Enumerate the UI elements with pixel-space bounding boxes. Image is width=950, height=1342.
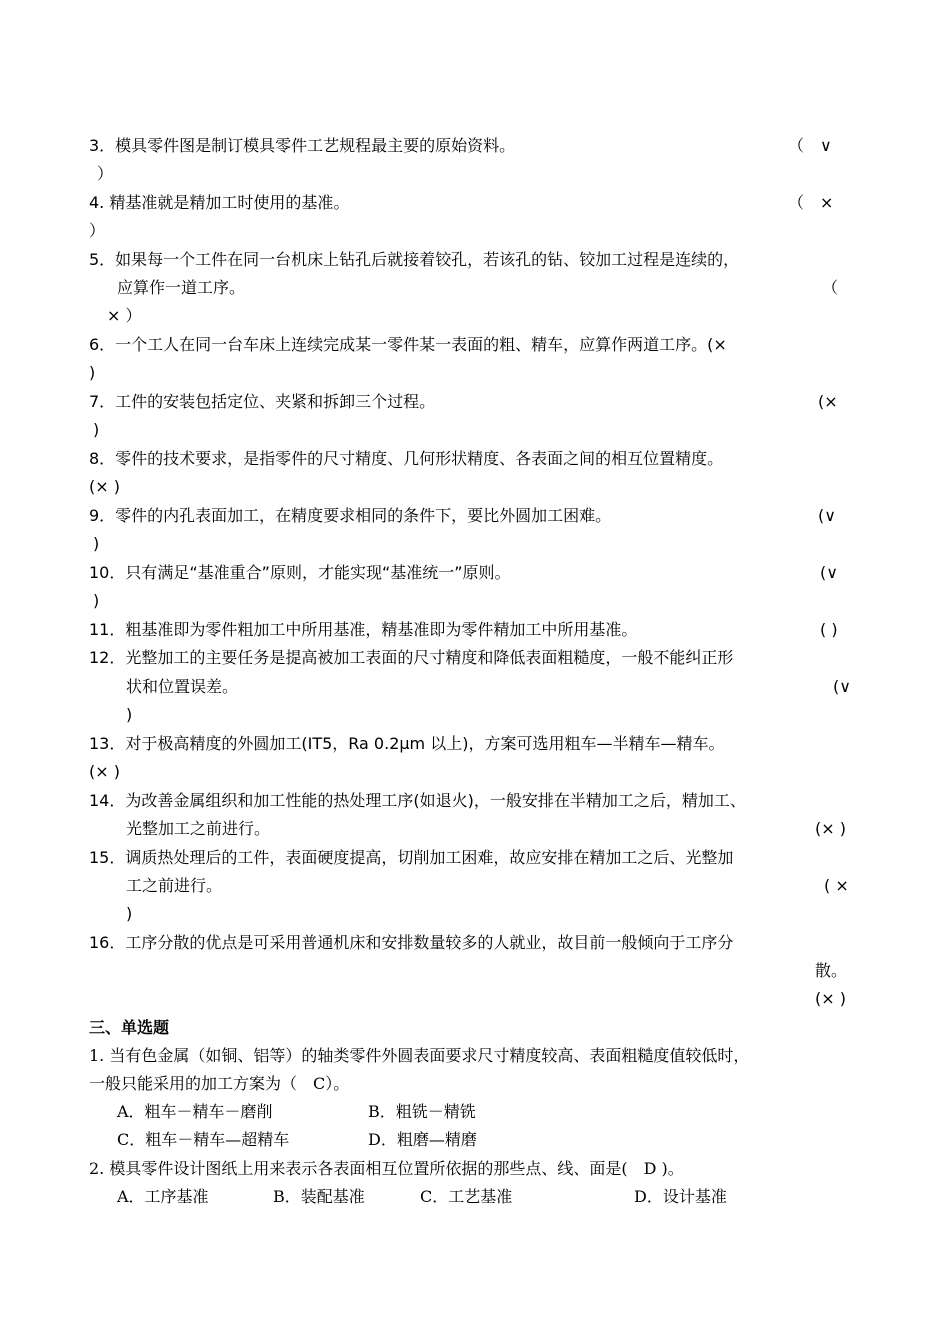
q7-answer-close: ) <box>93 420 100 439</box>
mc-q2-option-c: C．工艺基准 <box>420 1187 513 1206</box>
mc-q1-option-d: D．粗磨—精磨 <box>368 1130 477 1149</box>
q15-answer-close: ) <box>126 904 133 923</box>
mc-q1-option-c: C．粗车－精车—超精车 <box>117 1130 290 1149</box>
q4-text: 4. 精基准就是精加工时使用的基准。 <box>89 193 350 212</box>
q8-text: 8．零件的技术要求，是指零件的尺寸精度、几何形状精度、各表面之间的相互位置精度。 <box>89 449 724 468</box>
q4-answer-close: ） <box>89 221 106 240</box>
q5-text-cont: 应算作一道工序。 <box>117 278 246 297</box>
q9-answer-close: ) <box>93 534 100 553</box>
q5-answer: （ <box>822 278 839 297</box>
q16-answer: (× ) <box>815 989 846 1008</box>
q12-text: 12．光整加工的主要任务是提高被加工表面的尺寸精度和降低表面粗糙度，一般不能纠正形 <box>89 648 734 667</box>
mc-q2-option-a: A．工序基准 <box>117 1187 209 1206</box>
q10-answer: (∨ <box>820 563 838 582</box>
q11-answer: ( ) <box>820 620 838 639</box>
q15-answer: ( × <box>824 876 849 895</box>
q4-answer: （ × <box>788 193 834 212</box>
q11-text: 11．粗基准即为零件粗加工中所用基准，精基准即为零件精加工中所用基准。 <box>89 620 638 639</box>
mc-q1-text-cont: 一般只能采用的加工方案为（ C）。 <box>89 1074 350 1093</box>
mc-q1-text: 1. 当有色金属（如铜、铝等）的轴类零件外圆表面要求尺寸精度较高、表面粗糙度值较低时， <box>89 1046 750 1065</box>
q9-text: 9．零件的内孔表面加工，在精度要求相同的条件下，要比外圆加工困难。 <box>89 506 612 525</box>
q10-answer-close: ) <box>93 591 100 610</box>
q3-answer: （ ∨ <box>788 136 832 155</box>
q3-answer-close: ） <box>97 164 114 183</box>
q5-answer-close: × ） <box>107 306 142 325</box>
q16-text-cont: 散。 <box>815 961 848 980</box>
section-heading-single-choice: 三、单选题 <box>89 1018 170 1037</box>
q14-text-cont: 光整加工之前进行。 <box>126 819 271 838</box>
mc-q1-option-a: A．粗车－精车－磨削 <box>117 1102 273 1121</box>
q7-text: 7．工件的安装包括定位、夹紧和拆卸三个过程。 <box>89 392 436 411</box>
mc-q1-option-b: B．粗铣－精铣 <box>368 1102 476 1121</box>
q8-answer: (× ) <box>89 477 120 496</box>
q16-text: 16．工序分散的优点是可采用普通机床和安排数量较多的人就业，故目前一般倾向于工序分 <box>89 933 734 952</box>
q3-text: 3．模具零件图是制订模具零件工艺规程最主要的原始资料。 <box>89 136 516 155</box>
q15-text-cont: 工之前进行。 <box>126 876 223 895</box>
q15-text: 15．调质热处理后的工件，表面硬度提高，切削加工困难，故应安排在精加工之后、光整加 <box>89 848 734 867</box>
q10-text: 10．只有满足“基准重合”原则，才能实现“基准统一”原则。 <box>89 563 511 582</box>
mc-q2-option-d: D．设计基准 <box>634 1187 727 1206</box>
mc-q2-option-b: B．装配基准 <box>273 1187 365 1206</box>
q7-answer: (× <box>818 392 838 411</box>
q6-text: 6．一个工人在同一台车床上连续完成某一零件某一表面的粗、精车，应算作两道工序。(× <box>89 335 727 354</box>
q6-answer-close: ) <box>89 363 96 382</box>
q14-text: 14．为改善金属组织和加工性能的热处理工序(如退火)，一般安排在半精加工之后，精加工、 <box>89 791 746 810</box>
q13-text: 13．对于极高精度的外圆加工(IT5，Ra 0.2μm 以上)，方案可选用粗车—半精车—精车。 <box>89 734 725 753</box>
q9-answer: (∨ <box>818 506 836 525</box>
q12-answer: (∨ <box>833 677 851 696</box>
mc-q2-text: 2. 模具零件设计图纸上用来表示各表面相互位置所依据的那些点、线、面是( D )。 <box>89 1159 684 1178</box>
q5-text: 5．如果每一个工件在同一台机床上钻孔后就接着铰孔，若该孔的钻、铰加工过程是连续的， <box>89 250 740 269</box>
q14-answer: (× ) <box>815 819 846 838</box>
q13-answer: (× ) <box>89 762 120 781</box>
q12-answer-close: ) <box>126 705 133 724</box>
q12-text-cont: 状和位置误差。 <box>126 677 239 696</box>
